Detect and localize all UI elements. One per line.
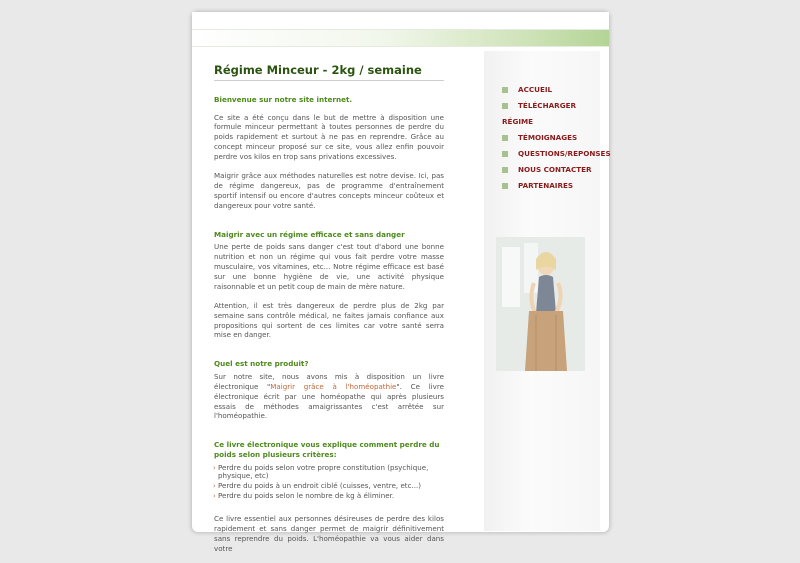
danger-paragraph-1: Une perte de poids sans danger c'est tout d'abord une bonne nutrition et non un régime qui vous fait perdre votre masse musculaire, vos vitamines, etc... Notre régime efficace est basé sur une bonne hygiène de vie, une activité physique raisonnable et un petit coup de main de mère nature. bbox=[214, 242, 444, 291]
criteria-list bbox=[214, 464, 444, 500]
nav-bullet-icon bbox=[502, 135, 508, 141]
danger-paragraph-2: Attention, il est très dangereux de perdre plus de 2kg par semaine sans contrôle médical, ne faites jamais confiance aux propositions qui sortent de ces limites car votre santé serra mise en danger. bbox=[214, 300, 444, 340]
ebook-link[interactable]: Maigrir grâce à l'homéopathie bbox=[270, 381, 397, 391]
nav-item-accueil[interactable]: ACCUEIL bbox=[502, 85, 617, 95]
nav-bullet-icon bbox=[502, 167, 508, 173]
main-nav bbox=[502, 85, 617, 197]
header-band bbox=[192, 12, 609, 28]
bullet-arrow-icon: › bbox=[213, 492, 216, 501]
welcome-heading: Bienvenue sur notre site internet. bbox=[214, 95, 353, 104]
welcome-paragraph-2: Maigrir grâce aux méthodes naturelles est notre devise. Ici, pas de régime dangereux, pas de programme d'entraînement sportif intensif ou encore d'autres concepts minceur coûteux et dangereux pour votre santé. bbox=[214, 171, 444, 210]
page-title: Régime Minceur - 2kg / semaine bbox=[214, 63, 444, 81]
woman-measuring-illustration bbox=[496, 237, 585, 371]
nav-item-telecharger-regime[interactable]: TÉLÉCHARGER RÉGIME bbox=[502, 101, 577, 126]
danger-heading: Maigrir avec un régime efficace et sans danger bbox=[214, 229, 405, 239]
nav-bullet-icon bbox=[502, 103, 508, 109]
criteria-heading: Ce livre électronique vous explique comment perdre du poids selon plusieurs critères: bbox=[214, 440, 440, 459]
main-content bbox=[214, 63, 444, 563]
nav-bullet-icon bbox=[502, 87, 508, 93]
woman-photo bbox=[496, 237, 585, 371]
bullet-arrow-icon: › bbox=[213, 464, 216, 473]
list-item: › Perdre du poids selon le nombre de kg à éliminer. bbox=[213, 491, 395, 501]
header-gradient-bar bbox=[192, 29, 609, 47]
nav-bullet-icon bbox=[502, 151, 508, 157]
page-container bbox=[191, 11, 611, 554]
nav-item-questions-reponses[interactable]: QUESTIONS/REPONSES bbox=[502, 149, 617, 159]
list-item: › Perdre du poids à un endroit ciblé (cuisses, ventre, etc...) bbox=[213, 481, 422, 491]
nav-item-partenaires[interactable]: PARTENAIRES bbox=[502, 181, 617, 191]
nav-bullet-icon bbox=[502, 183, 508, 189]
product-text-before: Sur notre site, nous avons mis à disposition un livre électronique " bbox=[214, 371, 444, 391]
bullet-arrow-icon: › bbox=[213, 482, 216, 491]
criteria-closing-paragraph: Ce livre essentiel aux personnes désireuses de perdre des kilos rapidement et sans danger permet de maigrir définitivement sans reprendre du poids. L'homéopathie va vous aider dans votre bbox=[214, 514, 444, 554]
product-paragraph bbox=[214, 372, 444, 422]
product-heading: Quel est notre produit? bbox=[214, 359, 309, 369]
welcome-paragraph-1: Ce site a été conçu dans le but de mettre à disposition une formule minceur permettant à toutes personnes de perdre du poids rapidement et surtout à ne pas en reprendre. Grâce au concept minceur proposé sur ce site, vous allez enfin pouvoir perdre vos kilos en trop sans privations excessives. bbox=[214, 112, 444, 162]
nav-item-temoignages[interactable]: TÉMOIGNAGES bbox=[502, 133, 617, 143]
product-text-after: ". Ce livre électronique écrit par une homéopathe qui après plusieurs essais de méthodes amaigrissantes c'est arrêtée sur l'homéopathie. bbox=[214, 381, 444, 421]
list-item: › Perdre du poids selon votre propre constitution (psychique, physique, etc) bbox=[213, 463, 429, 481]
nav-item-nous-contacter[interactable]: NOUS CONTACTER bbox=[502, 165, 617, 175]
